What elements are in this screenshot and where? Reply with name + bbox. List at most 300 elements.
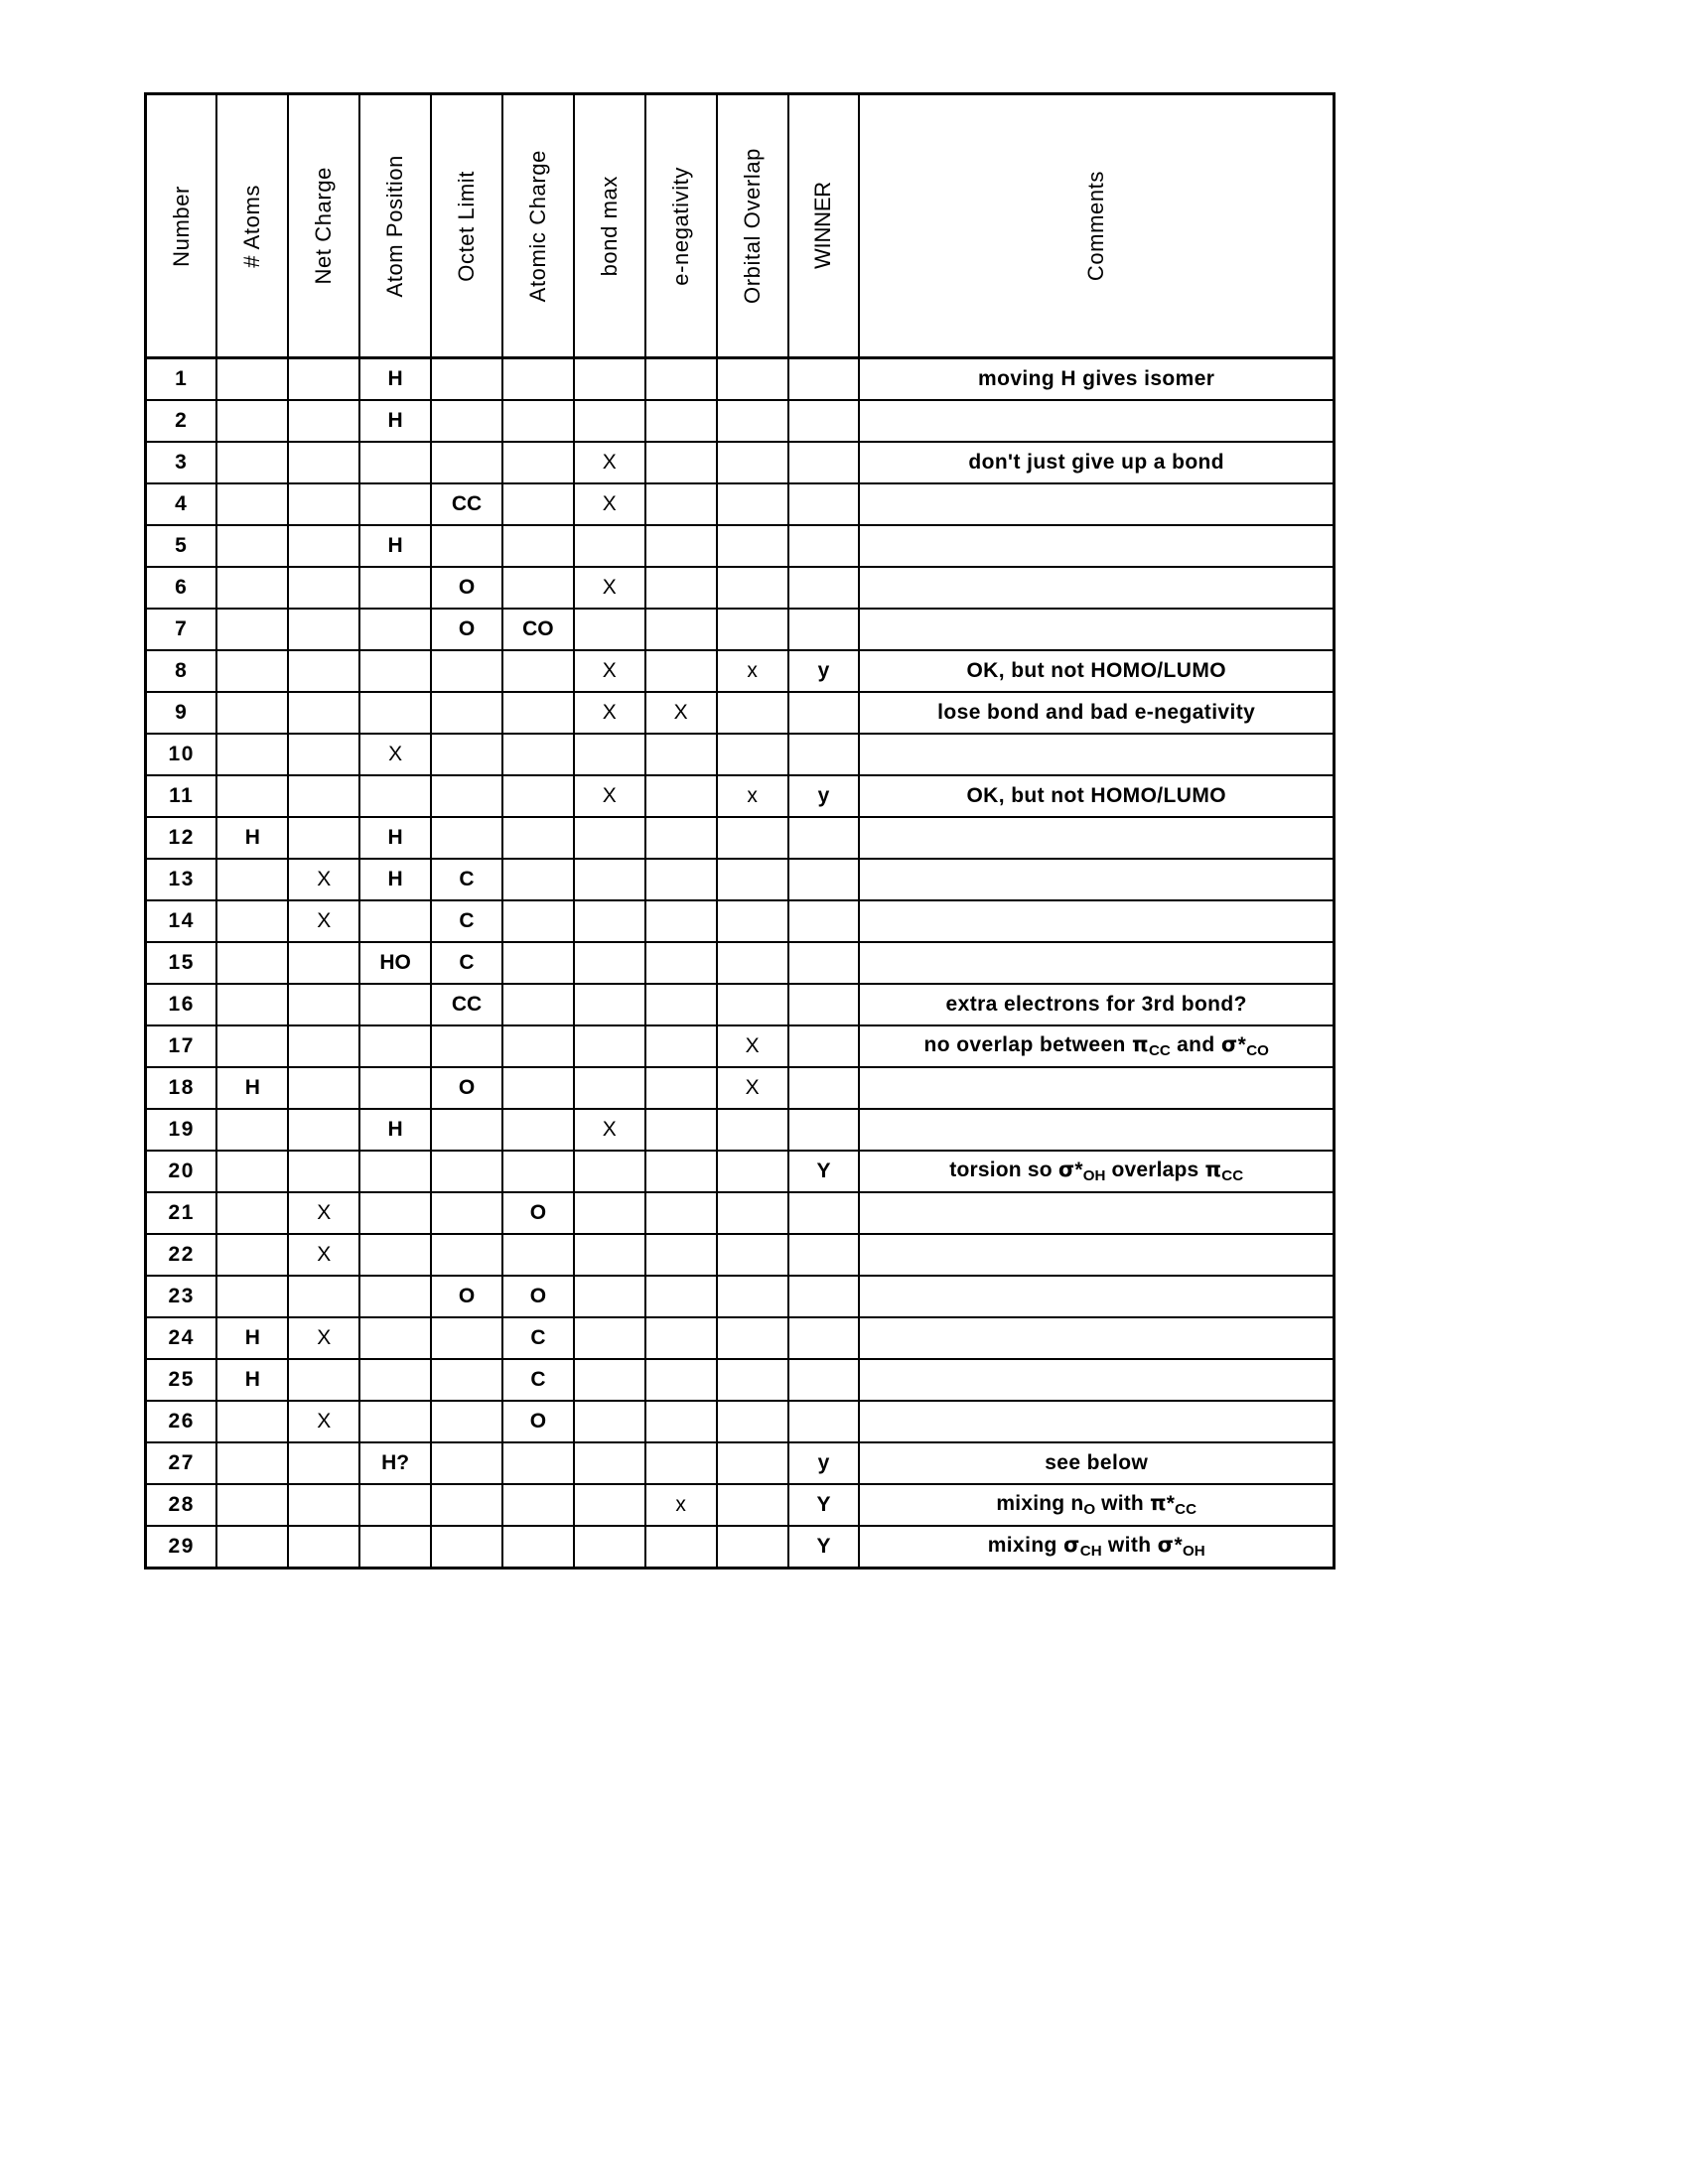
cell-atomic_charge[interactable]	[502, 1151, 574, 1192]
cell-atom_position[interactable]	[359, 1317, 431, 1359]
cell-e_negativity[interactable]	[645, 942, 717, 984]
column-header-atomic_charge[interactable]	[502, 94, 574, 358]
cell-atoms[interactable]	[216, 1484, 288, 1526]
cell-octet_limit[interactable]	[431, 1234, 502, 1276]
cell-net_charge[interactable]	[288, 1025, 359, 1067]
cell-atom_position[interactable]	[359, 775, 431, 817]
cell-atoms[interactable]: H	[216, 817, 288, 859]
cell-orbital_overlap[interactable]	[717, 442, 788, 483]
cell-atomic_charge[interactable]	[502, 817, 574, 859]
cell-atom_position[interactable]	[359, 900, 431, 942]
cell-atom_position[interactable]	[359, 1359, 431, 1401]
cell-comment[interactable]: mixing $\sigma_{CH}$ with $\sigma*_{OH}$	[859, 1526, 1334, 1569]
table-row[interactable]	[146, 1442, 1335, 1484]
cell-atoms[interactable]	[216, 859, 288, 900]
cell-comment[interactable]: don't just give up a bond	[859, 442, 1334, 483]
cell-bond_max[interactable]	[574, 900, 645, 942]
cell-atomic_charge[interactable]: C	[502, 1359, 574, 1401]
cell-e_negativity[interactable]	[645, 525, 717, 567]
cell-e_negativity[interactable]	[645, 483, 717, 525]
table-row[interactable]	[146, 567, 1335, 609]
cell-orbital_overlap[interactable]	[717, 1192, 788, 1234]
cell-atomic_charge[interactable]: O	[502, 1192, 574, 1234]
cell-winner[interactable]	[788, 1276, 860, 1317]
cell-bond_max[interactable]: X	[574, 775, 645, 817]
cell-atoms[interactable]	[216, 1192, 288, 1234]
cell-net_charge[interactable]	[288, 775, 359, 817]
table-row[interactable]	[146, 1401, 1335, 1442]
cell-atomic_charge[interactable]	[502, 650, 574, 692]
column-header-winner[interactable]	[788, 94, 860, 358]
cell-net_charge[interactable]	[288, 650, 359, 692]
cell-net_charge[interactable]	[288, 400, 359, 442]
cell-bond_max[interactable]	[574, 1276, 645, 1317]
cell-e_negativity[interactable]	[645, 358, 717, 401]
cell-octet_limit[interactable]	[431, 400, 502, 442]
cell-atom_position[interactable]	[359, 1276, 431, 1317]
cell-atomic_charge[interactable]	[502, 1109, 574, 1151]
cell-winner[interactable]: Y	[788, 1526, 860, 1569]
cell-bond_max[interactable]	[574, 1442, 645, 1484]
cell-net_charge[interactable]	[288, 1109, 359, 1151]
cell-comment[interactable]	[859, 1067, 1334, 1109]
cell-atom_position[interactable]	[359, 1234, 431, 1276]
cell-octet_limit[interactable]	[431, 692, 502, 734]
cell-winner[interactable]: y	[788, 775, 860, 817]
cell-atoms[interactable]	[216, 734, 288, 775]
cell-octet_limit[interactable]	[431, 1484, 502, 1526]
cell-atomic_charge[interactable]	[502, 942, 574, 984]
cell-bond_max[interactable]: X	[574, 442, 645, 483]
cell-orbital_overlap[interactable]	[717, 358, 788, 401]
cell-net_charge[interactable]: X	[288, 900, 359, 942]
cell-atoms[interactable]: H	[216, 1067, 288, 1109]
cell-net_charge[interactable]: X	[288, 1401, 359, 1442]
cell-octet_limit[interactable]	[431, 1151, 502, 1192]
cell-orbital_overlap[interactable]	[717, 859, 788, 900]
cell-bond_max[interactable]	[574, 1151, 645, 1192]
cell-e_negativity[interactable]	[645, 1526, 717, 1569]
cell-orbital_overlap[interactable]	[717, 1151, 788, 1192]
cell-atoms[interactable]	[216, 1401, 288, 1442]
table-row[interactable]	[146, 734, 1335, 775]
column-header-net_charge[interactable]	[288, 94, 359, 358]
cell-bond_max[interactable]	[574, 1025, 645, 1067]
cell-winner[interactable]	[788, 942, 860, 984]
cell-atoms[interactable]	[216, 400, 288, 442]
cell-atom_position[interactable]	[359, 1025, 431, 1067]
cell-bond_max[interactable]	[574, 859, 645, 900]
cell-atoms[interactable]: H	[216, 1317, 288, 1359]
cell-octet_limit[interactable]: O	[431, 567, 502, 609]
cell-e_negativity[interactable]	[645, 1067, 717, 1109]
cell-orbital_overlap[interactable]: X	[717, 1067, 788, 1109]
cell-bond_max[interactable]	[574, 1067, 645, 1109]
cell-net_charge[interactable]	[288, 1442, 359, 1484]
cell-orbital_overlap[interactable]	[717, 734, 788, 775]
column-header-atoms[interactable]	[216, 94, 288, 358]
cell-octet_limit[interactable]	[431, 1025, 502, 1067]
cell-atoms[interactable]	[216, 1109, 288, 1151]
cell-atomic_charge[interactable]	[502, 1526, 574, 1569]
cell-octet_limit[interactable]: C	[431, 900, 502, 942]
cell-orbital_overlap[interactable]	[717, 900, 788, 942]
cell-atom_position[interactable]	[359, 1401, 431, 1442]
cell-net_charge[interactable]	[288, 483, 359, 525]
cell-winner[interactable]	[788, 442, 860, 483]
cell-comment[interactable]	[859, 859, 1334, 900]
cell-octet_limit[interactable]: C	[431, 942, 502, 984]
cell-bond_max[interactable]	[574, 1192, 645, 1234]
cell-comment[interactable]	[859, 1359, 1334, 1401]
cell-net_charge[interactable]	[288, 692, 359, 734]
cell-bond_max[interactable]	[574, 358, 645, 401]
cell-orbital_overlap[interactable]	[717, 1442, 788, 1484]
cell-winner[interactable]	[788, 567, 860, 609]
cell-bond_max[interactable]: X	[574, 1109, 645, 1151]
cell-orbital_overlap[interactable]: x	[717, 775, 788, 817]
cell-orbital_overlap[interactable]: X	[717, 1025, 788, 1067]
cell-atomic_charge[interactable]	[502, 1025, 574, 1067]
cell-comment[interactable]	[859, 817, 1334, 859]
cell-octet_limit[interactable]: C	[431, 859, 502, 900]
cell-e_negativity[interactable]	[645, 817, 717, 859]
cell-e_negativity[interactable]: x	[645, 1484, 717, 1526]
cell-winner[interactable]	[788, 400, 860, 442]
cell-atomic_charge[interactable]	[502, 358, 574, 401]
cell-e_negativity[interactable]	[645, 400, 717, 442]
cell-atomic_charge[interactable]	[502, 525, 574, 567]
table-row[interactable]	[146, 692, 1335, 734]
table-row[interactable]	[146, 1109, 1335, 1151]
cell-comment[interactable]: OK, but not HOMO/LUMO	[859, 650, 1334, 692]
cell-bond_max[interactable]	[574, 1317, 645, 1359]
cell-atoms[interactable]	[216, 984, 288, 1025]
column-header-octet_limit[interactable]	[431, 94, 502, 358]
cell-octet_limit[interactable]	[431, 650, 502, 692]
cell-winner[interactable]	[788, 817, 860, 859]
cell-atoms[interactable]	[216, 525, 288, 567]
table-row[interactable]	[146, 1317, 1335, 1359]
cell-bond_max[interactable]	[574, 984, 645, 1025]
cell-net_charge[interactable]	[288, 1526, 359, 1569]
cell-octet_limit[interactable]	[431, 1192, 502, 1234]
cell-net_charge[interactable]	[288, 1276, 359, 1317]
cell-orbital_overlap[interactable]	[717, 1109, 788, 1151]
cell-e_negativity[interactable]	[645, 1151, 717, 1192]
cell-net_charge[interactable]	[288, 609, 359, 650]
column-header-e_negativity[interactable]	[645, 94, 717, 358]
cell-winner[interactable]	[788, 525, 860, 567]
cell-winner[interactable]: Y	[788, 1484, 860, 1526]
cell-atom_position[interactable]: HO	[359, 942, 431, 984]
cell-octet_limit[interactable]	[431, 1401, 502, 1442]
cell-e_negativity[interactable]	[645, 900, 717, 942]
cell-comment[interactable]	[859, 400, 1334, 442]
cell-octet_limit[interactable]	[431, 525, 502, 567]
cell-atom_position[interactable]: H	[359, 525, 431, 567]
cell-bond_max[interactable]: X	[574, 650, 645, 692]
cell-comment[interactable]: no overlap between $\pi_{CC}$ and $\sigma*_{CO}$	[859, 1025, 1334, 1067]
cell-atoms[interactable]	[216, 650, 288, 692]
cell-comment[interactable]	[859, 942, 1334, 984]
cell-atom_position[interactable]	[359, 567, 431, 609]
cell-bond_max[interactable]	[574, 1234, 645, 1276]
table-row[interactable]	[146, 1526, 1335, 1569]
cell-comment[interactable]	[859, 734, 1334, 775]
table-row[interactable]	[146, 1151, 1335, 1192]
cell-net_charge[interactable]	[288, 1359, 359, 1401]
cell-comment[interactable]	[859, 483, 1334, 525]
table-row[interactable]	[146, 1359, 1335, 1401]
cell-atomic_charge[interactable]	[502, 567, 574, 609]
cell-e_negativity[interactable]	[645, 609, 717, 650]
cell-bond_max[interactable]	[574, 609, 645, 650]
cell-orbital_overlap[interactable]	[717, 400, 788, 442]
cell-net_charge[interactable]	[288, 817, 359, 859]
cell-atomic_charge[interactable]	[502, 1067, 574, 1109]
cell-atom_position[interactable]: X	[359, 734, 431, 775]
table-row[interactable]	[146, 1234, 1335, 1276]
cell-winner[interactable]	[788, 1234, 860, 1276]
cell-atom_position[interactable]	[359, 1192, 431, 1234]
cell-net_charge[interactable]	[288, 525, 359, 567]
table-row[interactable]	[146, 1067, 1335, 1109]
cell-winner[interactable]: Y	[788, 1151, 860, 1192]
table-row[interactable]	[146, 1276, 1335, 1317]
cell-atoms[interactable]	[216, 1526, 288, 1569]
cell-octet_limit[interactable]	[431, 1526, 502, 1569]
cell-comment[interactable]	[859, 1234, 1334, 1276]
cell-orbital_overlap[interactable]	[717, 692, 788, 734]
cell-atoms[interactable]	[216, 609, 288, 650]
cell-winner[interactable]	[788, 483, 860, 525]
cell-atomic_charge[interactable]	[502, 692, 574, 734]
cell-atomic_charge[interactable]	[502, 400, 574, 442]
cell-comment[interactable]: mixing $n_O$ with $\pi*_{CC}$	[859, 1484, 1334, 1526]
table-row[interactable]	[146, 609, 1335, 650]
table-row[interactable]	[146, 525, 1335, 567]
table-row[interactable]	[146, 1025, 1335, 1067]
cell-e_negativity[interactable]	[645, 650, 717, 692]
cell-winner[interactable]	[788, 692, 860, 734]
cell-bond_max[interactable]	[574, 942, 645, 984]
cell-atomic_charge[interactable]	[502, 859, 574, 900]
cell-comment[interactable]	[859, 1401, 1334, 1442]
table-row[interactable]	[146, 775, 1335, 817]
cell-atoms[interactable]	[216, 1234, 288, 1276]
cell-atom_position[interactable]: H	[359, 400, 431, 442]
cell-atomic_charge[interactable]: O	[502, 1276, 574, 1317]
cell-atomic_charge[interactable]: CO	[502, 609, 574, 650]
table-row[interactable]	[146, 817, 1335, 859]
cell-orbital_overlap[interactable]	[717, 817, 788, 859]
cell-winner[interactable]	[788, 1025, 860, 1067]
cell-bond_max[interactable]	[574, 1359, 645, 1401]
cell-octet_limit[interactable]: CC	[431, 483, 502, 525]
cell-e_negativity[interactable]: X	[645, 692, 717, 734]
cell-octet_limit[interactable]	[431, 1109, 502, 1151]
cell-bond_max[interactable]	[574, 817, 645, 859]
column-header-number[interactable]	[146, 94, 217, 358]
cell-comment[interactable]: OK, but not HOMO/LUMO	[859, 775, 1334, 817]
cell-winner[interactable]	[788, 609, 860, 650]
cell-atoms[interactable]	[216, 1276, 288, 1317]
cell-net_charge[interactable]: X	[288, 1192, 359, 1234]
cell-octet_limit[interactable]: O	[431, 1067, 502, 1109]
cell-net_charge[interactable]: X	[288, 1317, 359, 1359]
table-row[interactable]	[146, 1484, 1335, 1526]
cell-e_negativity[interactable]	[645, 1359, 717, 1401]
cell-atomic_charge[interactable]	[502, 734, 574, 775]
cell-orbital_overlap[interactable]	[717, 1526, 788, 1569]
table-row[interactable]	[146, 859, 1335, 900]
table-row[interactable]	[146, 900, 1335, 942]
cell-comment[interactable]	[859, 1192, 1334, 1234]
cell-net_charge[interactable]	[288, 942, 359, 984]
cell-atom_position[interactable]: H?	[359, 1442, 431, 1484]
cell-comment[interactable]: moving H gives isomer	[859, 358, 1334, 401]
cell-bond_max[interactable]: X	[574, 692, 645, 734]
cell-octet_limit[interactable]	[431, 1442, 502, 1484]
cell-winner[interactable]	[788, 1192, 860, 1234]
cell-orbital_overlap[interactable]	[717, 1401, 788, 1442]
cell-net_charge[interactable]	[288, 1484, 359, 1526]
cell-atoms[interactable]	[216, 692, 288, 734]
cell-atom_position[interactable]: H	[359, 1109, 431, 1151]
column-header-atom_position[interactable]	[359, 94, 431, 358]
cell-atomic_charge[interactable]	[502, 775, 574, 817]
column-header-orbital_overlap[interactable]	[717, 94, 788, 358]
cell-bond_max[interactable]	[574, 1401, 645, 1442]
cell-orbital_overlap[interactable]	[717, 483, 788, 525]
table-row[interactable]	[146, 1192, 1335, 1234]
cell-atomic_charge[interactable]	[502, 1442, 574, 1484]
cell-bond_max[interactable]	[574, 1484, 645, 1526]
cell-net_charge[interactable]	[288, 1151, 359, 1192]
cell-orbital_overlap[interactable]	[717, 1359, 788, 1401]
cell-atom_position[interactable]: H	[359, 358, 431, 401]
cell-comment[interactable]	[859, 525, 1334, 567]
table-row[interactable]	[146, 650, 1335, 692]
cell-comment[interactable]	[859, 1276, 1334, 1317]
cell-atom_position[interactable]: H	[359, 859, 431, 900]
cell-e_negativity[interactable]	[645, 1442, 717, 1484]
cell-winner[interactable]	[788, 358, 860, 401]
cell-bond_max[interactable]	[574, 525, 645, 567]
cell-net_charge[interactable]: X	[288, 1234, 359, 1276]
cell-bond_max[interactable]	[574, 400, 645, 442]
cell-octet_limit[interactable]: CC	[431, 984, 502, 1025]
cell-octet_limit[interactable]	[431, 442, 502, 483]
table-row[interactable]	[146, 442, 1335, 483]
cell-e_negativity[interactable]	[645, 1192, 717, 1234]
cell-orbital_overlap[interactable]	[717, 1234, 788, 1276]
cell-atoms[interactable]	[216, 1025, 288, 1067]
cell-atoms[interactable]	[216, 358, 288, 401]
cell-atomic_charge[interactable]	[502, 984, 574, 1025]
cell-e_negativity[interactable]	[645, 984, 717, 1025]
cell-winner[interactable]	[788, 859, 860, 900]
cell-atoms[interactable]	[216, 900, 288, 942]
cell-octet_limit[interactable]	[431, 1359, 502, 1401]
cell-net_charge[interactable]: X	[288, 859, 359, 900]
cell-comment[interactable]	[859, 567, 1334, 609]
cell-net_charge[interactable]	[288, 442, 359, 483]
cell-atom_position[interactable]	[359, 609, 431, 650]
cell-atom_position[interactable]	[359, 1526, 431, 1569]
cell-bond_max[interactable]	[574, 1526, 645, 1569]
cell-orbital_overlap[interactable]	[717, 567, 788, 609]
cell-comment[interactable]	[859, 1317, 1334, 1359]
cell-atoms[interactable]	[216, 567, 288, 609]
cell-e_negativity[interactable]	[645, 567, 717, 609]
cell-e_negativity[interactable]	[645, 1109, 717, 1151]
cell-atomic_charge[interactable]	[502, 442, 574, 483]
cell-orbital_overlap[interactable]	[717, 1484, 788, 1526]
cell-winner[interactable]	[788, 1401, 860, 1442]
cell-comment[interactable]	[859, 609, 1334, 650]
cell-orbital_overlap[interactable]	[717, 984, 788, 1025]
column-header-bond_max[interactable]	[574, 94, 645, 358]
cell-net_charge[interactable]	[288, 1067, 359, 1109]
cell-e_negativity[interactable]	[645, 1234, 717, 1276]
cell-octet_limit[interactable]	[431, 817, 502, 859]
cell-winner[interactable]	[788, 1067, 860, 1109]
cell-octet_limit[interactable]	[431, 775, 502, 817]
cell-winner[interactable]	[788, 1359, 860, 1401]
cell-e_negativity[interactable]	[645, 734, 717, 775]
cell-comment[interactable]	[859, 900, 1334, 942]
cell-orbital_overlap[interactable]	[717, 1276, 788, 1317]
cell-e_negativity[interactable]	[645, 1025, 717, 1067]
cell-bond_max[interactable]	[574, 734, 645, 775]
cell-atoms[interactable]: H	[216, 1359, 288, 1401]
table-row[interactable]	[146, 358, 1335, 401]
cell-orbital_overlap[interactable]	[717, 942, 788, 984]
cell-atoms[interactable]	[216, 1442, 288, 1484]
cell-atomic_charge[interactable]	[502, 483, 574, 525]
cell-net_charge[interactable]	[288, 358, 359, 401]
cell-octet_limit[interactable]	[431, 358, 502, 401]
table-row[interactable]	[146, 400, 1335, 442]
cell-comment[interactable]: see below	[859, 1442, 1334, 1484]
cell-orbital_overlap[interactable]	[717, 525, 788, 567]
table-row[interactable]	[146, 942, 1335, 984]
cell-atoms[interactable]	[216, 483, 288, 525]
cell-e_negativity[interactable]	[645, 1317, 717, 1359]
cell-e_negativity[interactable]	[645, 859, 717, 900]
cell-atomic_charge[interactable]: O	[502, 1401, 574, 1442]
cell-winner[interactable]	[788, 900, 860, 942]
cell-atomic_charge[interactable]	[502, 1234, 574, 1276]
cell-comment[interactable]: torsion so $\sigma*_{OH}$ overlaps $\pi_{CC}$	[859, 1151, 1334, 1192]
cell-atom_position[interactable]	[359, 1067, 431, 1109]
cell-atoms[interactable]	[216, 942, 288, 984]
cell-e_negativity[interactable]	[645, 775, 717, 817]
cell-comment[interactable]: lose bond and bad e-negativity	[859, 692, 1334, 734]
cell-atom_position[interactable]	[359, 1484, 431, 1526]
cell-net_charge[interactable]	[288, 984, 359, 1025]
cell-orbital_overlap[interactable]: x	[717, 650, 788, 692]
cell-e_negativity[interactable]	[645, 442, 717, 483]
cell-atomic_charge[interactable]	[502, 900, 574, 942]
cell-comment[interactable]	[859, 1109, 1334, 1151]
cell-orbital_overlap[interactable]	[717, 609, 788, 650]
cell-winner[interactable]: y	[788, 650, 860, 692]
cell-winner[interactable]	[788, 1317, 860, 1359]
table-row[interactable]	[146, 984, 1335, 1025]
